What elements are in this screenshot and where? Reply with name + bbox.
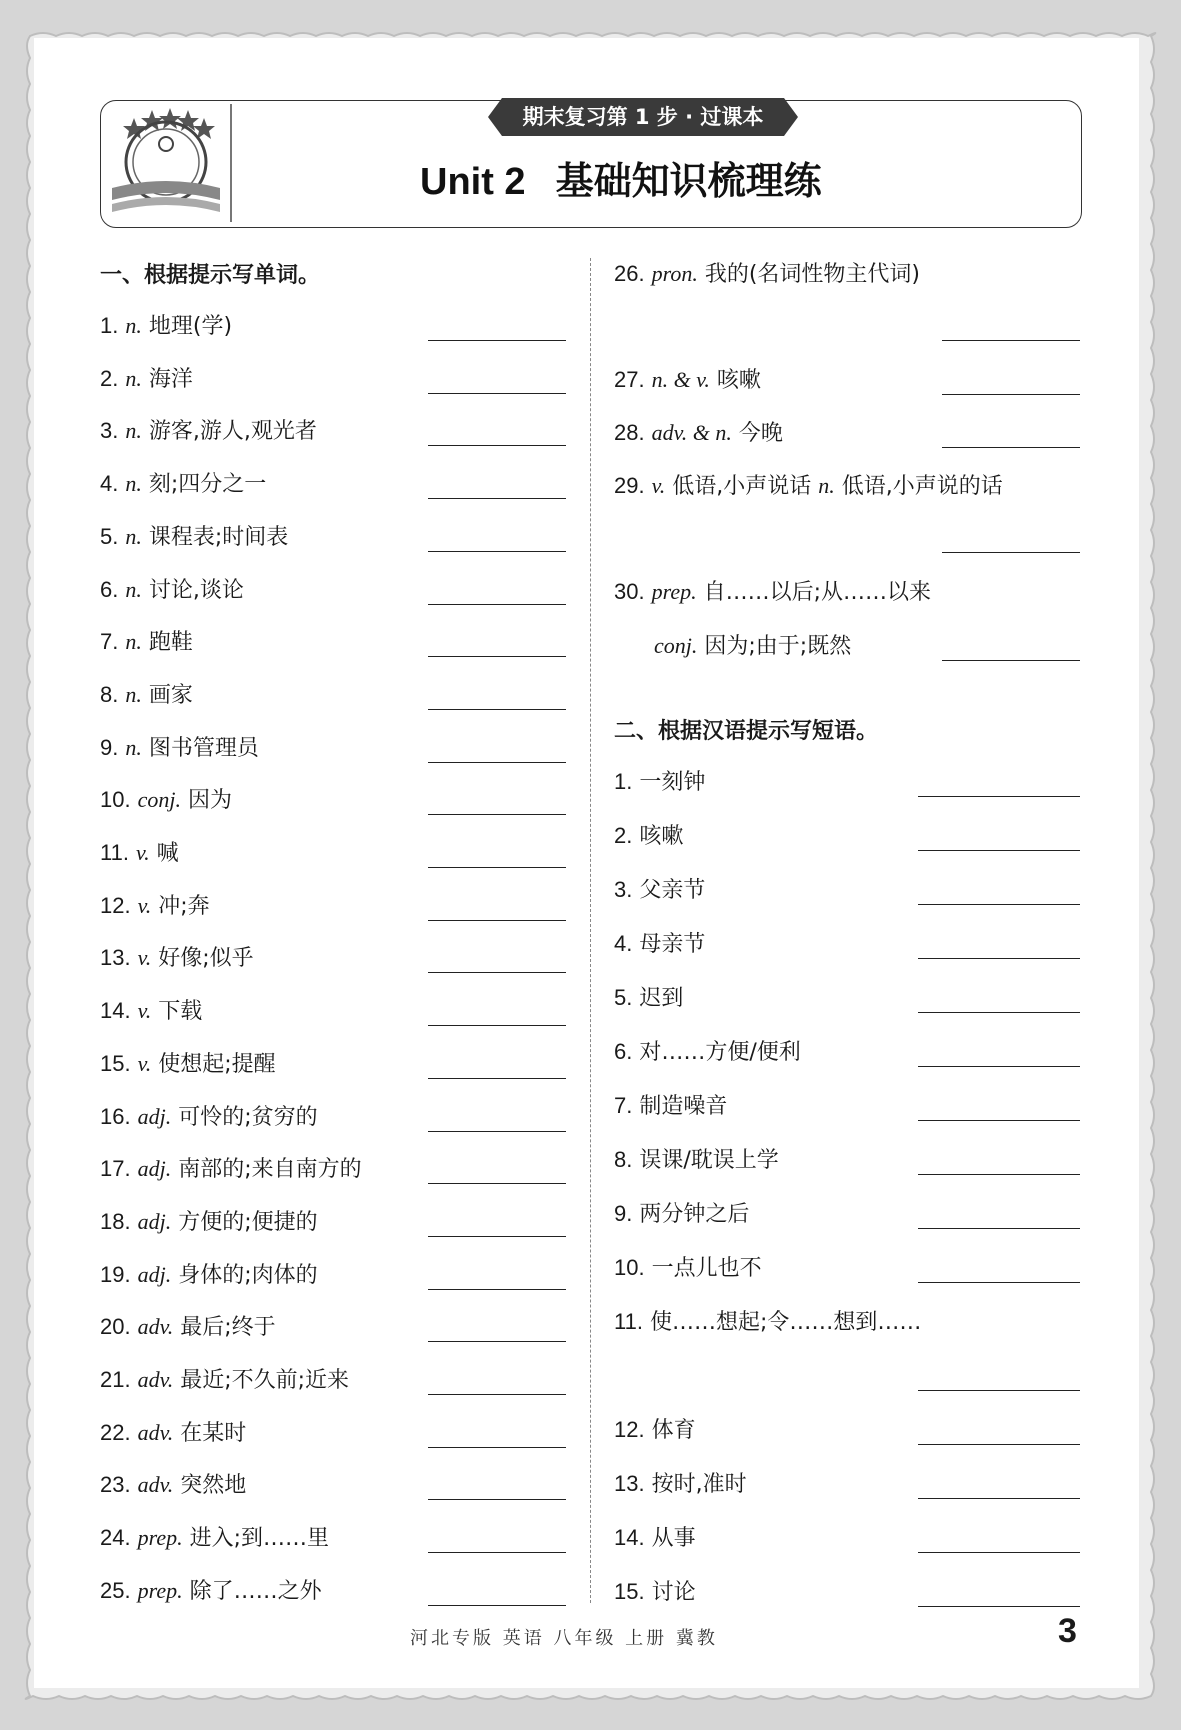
vocab-item bbox=[100, 1522, 329, 1554]
vocab-item bbox=[100, 468, 266, 500]
part-of-speech: v. bbox=[137, 892, 152, 918]
item-prompt: 刻;四分之一 bbox=[148, 472, 267, 498]
answer-blank[interactable] bbox=[428, 1447, 566, 1448]
vocab-item bbox=[614, 1198, 749, 1230]
part-of-speech: n. bbox=[125, 365, 142, 391]
item-number: 7. bbox=[614, 1093, 633, 1118]
vocab-item bbox=[614, 982, 683, 1014]
answer-blank[interactable] bbox=[428, 1552, 566, 1553]
part-of-speech: v. bbox=[651, 473, 666, 498]
item-number: 20. bbox=[100, 1314, 131, 1340]
part-of-speech: adj. bbox=[137, 1261, 172, 1287]
item-number: 9. bbox=[100, 734, 119, 760]
answer-blank[interactable] bbox=[428, 1078, 566, 1079]
item-number: 10. bbox=[100, 787, 131, 813]
part-of-speech: n. bbox=[125, 523, 142, 549]
item-prompt: 父亲节 bbox=[639, 878, 706, 903]
item-prompt: 可怜的;贫穷的 bbox=[178, 1104, 318, 1130]
item-number: 12. bbox=[100, 892, 131, 918]
item-number: 23. bbox=[100, 1472, 131, 1498]
footer-edition-info: 河北专版 英语 八年级 上册 冀教 bbox=[410, 1628, 718, 1649]
item-prompt: 两分钟之后 bbox=[639, 1202, 750, 1227]
answer-blank[interactable] bbox=[428, 709, 566, 710]
vocab-item bbox=[100, 521, 288, 553]
part-of-speech: adv. & n. bbox=[651, 420, 732, 445]
item-number: 30. bbox=[614, 579, 645, 604]
item-prompt: 课程表;时间表 bbox=[148, 524, 289, 550]
vocab-item bbox=[614, 417, 783, 449]
item-prompt: 在某时 bbox=[180, 1420, 247, 1446]
part-of-speech: n. bbox=[125, 418, 142, 444]
unit-label: Unit 2 bbox=[420, 161, 526, 203]
answer-blank[interactable] bbox=[428, 762, 566, 763]
answer-blank[interactable] bbox=[918, 1606, 1080, 1607]
answer-blank[interactable] bbox=[428, 1341, 566, 1342]
item-number: 8. bbox=[614, 1147, 633, 1172]
vocab-item bbox=[100, 415, 317, 447]
item-number: 15. bbox=[100, 1050, 131, 1076]
answer-blank[interactable] bbox=[428, 920, 566, 921]
item-prompt: 最近;不久前;近来 bbox=[180, 1368, 350, 1393]
vocab-item bbox=[614, 1522, 696, 1554]
vocab-item bbox=[614, 470, 1003, 502]
vocab-item bbox=[100, 995, 202, 1027]
item-number: 1. bbox=[614, 769, 633, 794]
answer-blank[interactable] bbox=[428, 1025, 566, 1026]
answer-blank[interactable] bbox=[918, 796, 1080, 797]
vocab-item bbox=[100, 732, 259, 764]
item-number: 26. bbox=[614, 261, 645, 286]
part-of-speech: n. bbox=[125, 734, 142, 760]
part-of-speech: conj. bbox=[654, 633, 698, 658]
item-number: 28. bbox=[614, 420, 645, 445]
item-number: 5. bbox=[614, 985, 633, 1010]
item-number: 11. bbox=[614, 1309, 643, 1334]
section-title-vocab: 一、根据提示写单词。 bbox=[100, 263, 321, 288]
item-number: 19. bbox=[100, 1261, 131, 1287]
item-number: 10. bbox=[614, 1255, 645, 1280]
part-of-speech: adv. bbox=[137, 1314, 174, 1340]
vocab-item bbox=[614, 1036, 801, 1068]
part-of-speech: v. bbox=[137, 945, 152, 971]
item-number: 14. bbox=[100, 998, 131, 1024]
item-number: 6. bbox=[100, 576, 119, 602]
vocab-item bbox=[614, 1306, 921, 1338]
item-number: 9. bbox=[614, 1201, 633, 1226]
vocab-item bbox=[100, 1469, 246, 1501]
vocab-item bbox=[100, 1101, 318, 1133]
item-number: 1. bbox=[100, 313, 119, 338]
answer-blank[interactable] bbox=[942, 447, 1080, 448]
answer-blank[interactable] bbox=[428, 1289, 566, 1290]
part-of-speech: v. bbox=[137, 998, 152, 1024]
answer-blank[interactable] bbox=[428, 1499, 566, 1500]
vocab-item bbox=[614, 576, 931, 608]
part-of-speech: n. bbox=[125, 681, 142, 707]
part-of-speech: adv. bbox=[137, 1472, 174, 1498]
item-prompt: 迟到 bbox=[639, 986, 684, 1011]
answer-blank[interactable] bbox=[428, 1131, 566, 1132]
page-title bbox=[420, 150, 822, 205]
part-of-speech: n. bbox=[125, 629, 142, 655]
item-prompt: 身体的;肉体的 bbox=[178, 1262, 318, 1288]
vocab-item bbox=[100, 1364, 349, 1396]
vocab-item bbox=[100, 1417, 246, 1449]
vocab-item bbox=[614, 1090, 727, 1122]
item-number: 14. bbox=[614, 1525, 645, 1550]
answer-blank[interactable] bbox=[918, 1174, 1080, 1175]
item-prompt: 喊 bbox=[156, 841, 179, 866]
item-number: 4. bbox=[100, 471, 119, 497]
answer-blank[interactable] bbox=[918, 958, 1080, 959]
item-number: 24. bbox=[100, 1525, 131, 1551]
answer-blank[interactable] bbox=[428, 551, 566, 552]
vocab-item bbox=[100, 890, 210, 922]
item-prompt: 进入;到……里 bbox=[189, 1526, 330, 1552]
answer-blank[interactable] bbox=[918, 1012, 1080, 1013]
vocab-item bbox=[614, 766, 705, 798]
vocab-item bbox=[100, 837, 179, 869]
vocab-item bbox=[100, 574, 244, 606]
answer-blank[interactable] bbox=[942, 660, 1080, 661]
item-prompt: 使想起;提醒 bbox=[158, 1051, 276, 1077]
item-prompt: 今晚 bbox=[738, 421, 783, 446]
part-of-speech: n. bbox=[125, 576, 142, 602]
item-number: 2. bbox=[100, 365, 119, 391]
answer-blank[interactable] bbox=[428, 445, 566, 446]
item-prompt: 从事 bbox=[651, 1526, 696, 1551]
vocab-item bbox=[100, 942, 254, 974]
answer-blank[interactable] bbox=[918, 1066, 1080, 1067]
item-number: 7. bbox=[100, 629, 119, 655]
item-prompt: 冲;奔 bbox=[158, 893, 210, 919]
vocab-item bbox=[100, 1153, 362, 1185]
vocab-item bbox=[100, 310, 232, 342]
answer-blank[interactable] bbox=[428, 867, 566, 868]
vocab-item bbox=[100, 1206, 318, 1238]
answer-blank[interactable] bbox=[918, 904, 1080, 905]
item-number: 22. bbox=[100, 1419, 131, 1445]
item-prompt: 一点儿也不 bbox=[651, 1256, 762, 1281]
item-prompt: 一刻钟 bbox=[639, 770, 706, 795]
item-prompt: 咳嗽 bbox=[716, 368, 761, 393]
answer-blank[interactable] bbox=[428, 1183, 566, 1184]
item-prompt: 讨论 bbox=[651, 1580, 696, 1605]
item-number: 29. bbox=[614, 473, 645, 498]
item-prompt: 我的(名词性物主代词) bbox=[704, 262, 921, 287]
answer-blank[interactable] bbox=[918, 1390, 1080, 1391]
vocab-item bbox=[100, 1048, 276, 1080]
answer-blank[interactable] bbox=[428, 393, 566, 394]
item-prompt: 体育 bbox=[651, 1418, 696, 1443]
item-prompt: 游客,游人,观光者 bbox=[148, 419, 317, 445]
item-number: 6. bbox=[614, 1039, 633, 1064]
item-prompt: 对……方便/便利 bbox=[639, 1040, 801, 1065]
part-of-speech: conj. bbox=[137, 787, 181, 813]
vocab-item bbox=[614, 1144, 779, 1176]
column-divider bbox=[590, 258, 591, 1603]
answer-blank[interactable] bbox=[428, 1236, 566, 1237]
vocab-item bbox=[614, 258, 920, 290]
answer-blank[interactable] bbox=[918, 1552, 1080, 1553]
part-of-speech: v. bbox=[137, 1050, 152, 1076]
item-prompt: 误课/耽误上学 bbox=[639, 1148, 779, 1173]
answer-blank[interactable] bbox=[428, 498, 566, 499]
answer-blank[interactable] bbox=[428, 604, 566, 605]
item-prompt: 咳嗽 bbox=[639, 824, 684, 849]
item-prompt: 地理(学) bbox=[148, 314, 233, 339]
part-of-speech: prep. bbox=[137, 1577, 183, 1603]
part-of-speech: adj. bbox=[137, 1156, 172, 1182]
answer-blank[interactable] bbox=[428, 814, 566, 815]
unit-subtitle: 基础知识梳理练 bbox=[555, 159, 822, 203]
item-number: 16. bbox=[100, 1103, 131, 1129]
answer-blank[interactable] bbox=[942, 340, 1080, 341]
answer-blank[interactable] bbox=[428, 340, 566, 341]
item-prompt: 使……想起;令……想到…… bbox=[649, 1310, 922, 1335]
logo-divider bbox=[230, 104, 232, 222]
item-prompt: 画家 bbox=[148, 682, 193, 708]
vocab-item bbox=[614, 928, 705, 960]
item-prompt: 低语,小声说话 bbox=[672, 474, 812, 499]
answer-blank[interactable] bbox=[942, 552, 1080, 553]
item-prompt: 因为 bbox=[187, 788, 232, 814]
answer-blank[interactable] bbox=[428, 656, 566, 657]
item-number: 27. bbox=[614, 367, 645, 392]
item-number: 13. bbox=[614, 1471, 645, 1496]
vocab-item bbox=[614, 1252, 762, 1284]
item-prompt: 低语,小声说的话 bbox=[841, 474, 1003, 499]
answer-blank[interactable] bbox=[918, 1498, 1080, 1499]
item-number: 8. bbox=[100, 681, 119, 707]
item-prompt: 好像;似乎 bbox=[158, 946, 254, 972]
part-of-speech: pron. bbox=[651, 261, 698, 286]
vocab-item bbox=[100, 1259, 318, 1291]
item-prompt: 图书管理员 bbox=[148, 735, 259, 761]
item-number: 25. bbox=[100, 1577, 131, 1603]
answer-blank[interactable] bbox=[428, 1394, 566, 1395]
item-number: 15. bbox=[614, 1579, 645, 1604]
vocab-item bbox=[614, 874, 705, 906]
item-number: 21. bbox=[100, 1367, 131, 1392]
item-prompt: 制造噪音 bbox=[639, 1094, 728, 1119]
vocab-item bbox=[614, 364, 761, 396]
item-number: 12. bbox=[614, 1417, 645, 1442]
item-prompt: 下载 bbox=[158, 999, 203, 1025]
vocab-item bbox=[614, 1414, 696, 1446]
item-number: 4. bbox=[614, 931, 633, 956]
part-of-speech: adv. bbox=[137, 1419, 174, 1445]
vocab-item bbox=[100, 363, 193, 395]
item-prompt: 南部的;来自南方的 bbox=[178, 1157, 362, 1183]
item-number: 17. bbox=[100, 1156, 131, 1182]
page-number: 3 bbox=[1058, 1612, 1077, 1650]
item-prompt: 自……以后;从……以来 bbox=[703, 580, 932, 605]
item-prompt: 海洋 bbox=[148, 366, 193, 392]
answer-blank[interactable] bbox=[918, 1120, 1080, 1121]
item-prompt: 因为;由于;既然 bbox=[704, 634, 852, 659]
step-banner bbox=[488, 98, 798, 136]
vocab-item bbox=[100, 626, 193, 658]
part-of-speech: v. bbox=[135, 840, 150, 865]
part-of-speech: n. & v. bbox=[651, 367, 710, 392]
vocab-item bbox=[100, 784, 232, 816]
item-prompt: 跑鞋 bbox=[148, 630, 193, 656]
item-number: 3. bbox=[100, 418, 119, 444]
part-of-speech: n. bbox=[818, 473, 835, 498]
part-of-speech: adv. bbox=[137, 1367, 174, 1392]
part-of-speech: prep. bbox=[651, 579, 697, 604]
part-of-speech: prep. bbox=[137, 1525, 183, 1551]
vocab-item bbox=[100, 1311, 276, 1343]
item-number: 18. bbox=[100, 1208, 131, 1234]
item-number: 2. bbox=[614, 823, 633, 848]
item-prompt: 除了……之外 bbox=[189, 1578, 322, 1604]
step-banner-text: 期末复习第 1 步 · 过课本 bbox=[522, 105, 764, 129]
answer-blank[interactable] bbox=[918, 1228, 1080, 1229]
vocab-item bbox=[614, 1576, 696, 1608]
answer-blank[interactable] bbox=[428, 1605, 566, 1606]
section-title-phrases: 二、根据汉语提示写短语。 bbox=[614, 719, 879, 744]
item-number: 3. bbox=[614, 877, 633, 902]
item-number: 5. bbox=[100, 523, 119, 549]
item-prompt: 按时,准时 bbox=[651, 1472, 747, 1497]
vocab-item bbox=[100, 679, 193, 711]
item-prompt: 母亲节 bbox=[639, 932, 706, 957]
vocab-item bbox=[614, 1468, 747, 1500]
answer-blank[interactable] bbox=[918, 1282, 1080, 1283]
item-prompt: 方便的;便捷的 bbox=[178, 1209, 318, 1235]
vocab-item bbox=[100, 1575, 322, 1607]
item-prompt: 最后;终于 bbox=[180, 1315, 276, 1341]
answer-blank[interactable] bbox=[428, 972, 566, 973]
part-of-speech: adj. bbox=[137, 1103, 172, 1129]
vocab-item-line2 bbox=[654, 630, 851, 662]
item-number: 13. bbox=[100, 945, 131, 971]
publisher-logo bbox=[104, 104, 228, 222]
part-of-speech: n. bbox=[125, 313, 142, 338]
item-number: 11. bbox=[100, 840, 129, 865]
answer-blank[interactable] bbox=[942, 394, 1080, 395]
item-prompt: 讨论,谈论 bbox=[148, 577, 244, 603]
answer-blank[interactable] bbox=[918, 850, 1080, 851]
answer-blank[interactable] bbox=[918, 1444, 1080, 1445]
item-prompt: 突然地 bbox=[180, 1473, 247, 1499]
part-of-speech: n. bbox=[125, 471, 142, 497]
part-of-speech: adj. bbox=[137, 1208, 172, 1234]
vocab-item bbox=[614, 820, 683, 852]
